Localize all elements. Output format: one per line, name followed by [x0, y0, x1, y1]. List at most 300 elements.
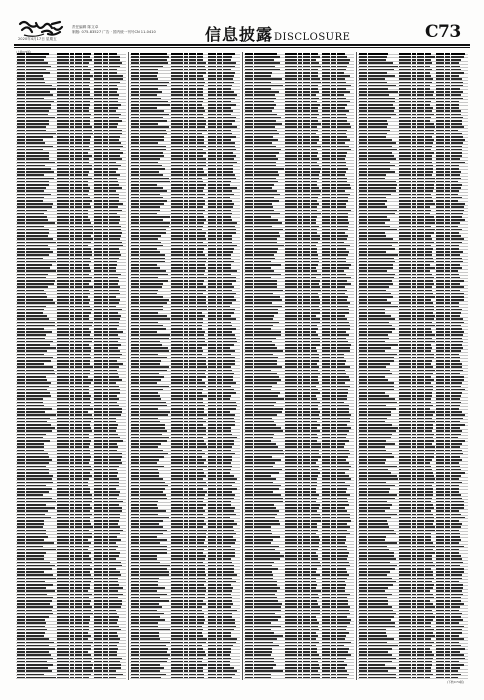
table-cell-text	[322, 184, 330, 186]
table-cell-text	[171, 261, 183, 263]
table-cell-text	[26, 216, 47, 218]
table-cell-text	[331, 350, 336, 352]
table-cell-text	[94, 146, 102, 148]
table-cell-text	[184, 478, 188, 480]
table-cell-text	[217, 306, 222, 308]
table-cell-text	[184, 136, 188, 138]
table-cell-text	[103, 398, 108, 400]
table-cell-text	[131, 658, 139, 660]
table-cell-text	[131, 549, 139, 551]
table-cell-text	[254, 360, 277, 362]
table-cell-text	[217, 565, 222, 567]
table-cell-text	[189, 354, 196, 356]
table-cell-text	[171, 491, 183, 493]
table-cell-text	[189, 389, 196, 391]
table-cell-text	[285, 290, 297, 292]
table-cell-text	[331, 72, 336, 74]
table-cell-text	[17, 552, 25, 554]
table-cell-text	[26, 523, 44, 525]
table-cell-text	[131, 267, 139, 269]
table-cell-text	[17, 197, 25, 199]
table-cell-text	[75, 283, 82, 285]
table-cell-text	[322, 69, 330, 71]
table-cell-text	[171, 526, 183, 528]
table-cell-text	[94, 571, 102, 573]
table-cell-text	[94, 78, 102, 80]
table-cell-text	[109, 184, 119, 186]
table-cell-text	[70, 171, 74, 173]
table-cell-text	[70, 168, 74, 170]
table-cell-text	[322, 328, 330, 330]
table-cell-text	[337, 120, 347, 122]
table-cell-text	[109, 434, 118, 436]
table-cell-text	[217, 162, 222, 164]
table-cell-text	[184, 424, 188, 426]
table-cell-text	[331, 158, 336, 160]
table-cell-text	[17, 677, 25, 679]
table-cell-text	[189, 312, 196, 314]
table-cell-text	[75, 98, 82, 100]
table-cell-text	[189, 408, 196, 410]
table-cell-text	[75, 597, 82, 599]
table-cell-text	[94, 206, 102, 208]
table-cell-text	[217, 59, 222, 61]
table-cell-text	[331, 197, 336, 199]
table-cell-text	[197, 523, 206, 525]
table-cell-text	[109, 421, 116, 423]
table-cell-text	[285, 344, 297, 346]
table-cell-text	[83, 158, 89, 160]
table-cell-text	[254, 94, 275, 96]
table-cell-text	[140, 648, 168, 650]
table-cell-text	[83, 315, 89, 317]
table-cell-text	[140, 114, 169, 116]
table-cell-text	[70, 418, 74, 420]
table-cell-text	[131, 210, 139, 212]
table-cell-text	[140, 616, 160, 618]
table-cell-text	[245, 72, 253, 74]
table-cell-text	[70, 187, 74, 189]
table-cell-text	[109, 562, 121, 564]
table-cell-text	[184, 222, 188, 224]
table-cell-text	[75, 117, 82, 119]
table-cell-text	[131, 235, 139, 237]
table-cell-text	[131, 347, 139, 349]
table-cell-text	[57, 424, 69, 426]
table-cell-text	[26, 306, 46, 308]
table-cell-text	[57, 210, 69, 212]
table-cell-text	[217, 309, 222, 311]
table-cell-text	[75, 82, 82, 84]
table-cell-text	[245, 184, 253, 186]
table-cell-text	[171, 142, 183, 144]
table-cell-text	[109, 254, 121, 256]
table-cell-text	[189, 453, 196, 455]
table-cell-text	[57, 389, 69, 391]
table-cell-text	[26, 558, 44, 560]
table-cell-text	[103, 376, 108, 378]
table-cell-text	[103, 443, 108, 445]
table-cell-text	[17, 117, 25, 119]
table-cell-text	[285, 101, 297, 103]
table-cell-text	[171, 590, 183, 592]
table-cell-text	[57, 379, 69, 381]
table-cell-text	[83, 171, 89, 173]
table-cell-text	[103, 581, 108, 583]
table-cell-text	[140, 654, 170, 656]
table-cell-text	[83, 366, 93, 368]
table-cell-text	[26, 549, 56, 551]
table-cell-text	[311, 251, 317, 253]
table-cell-text	[331, 203, 336, 205]
table-cell-text	[57, 242, 69, 244]
table-cell-text	[17, 286, 25, 288]
table-cell-text	[26, 587, 46, 589]
table-cell-text	[197, 469, 203, 471]
table-cell-text	[17, 72, 25, 74]
table-cell-text	[311, 322, 320, 324]
table-cell-text	[303, 91, 310, 93]
table-cell-text	[70, 232, 74, 234]
table-cell-text	[184, 229, 188, 231]
table-cell-text	[103, 264, 108, 266]
table-cell-text	[94, 536, 102, 538]
table-cell-text	[217, 584, 222, 586]
table-cell-text	[303, 373, 310, 375]
table-cell-text	[223, 363, 235, 365]
table-cell-text	[94, 530, 102, 532]
table-cell-text	[217, 472, 222, 474]
table-cell-text	[223, 533, 236, 535]
table-cell-text	[83, 78, 90, 80]
table-cell-text	[109, 648, 118, 650]
table-cell-text	[75, 267, 82, 269]
table-cell-text	[70, 56, 74, 58]
table-cell-text	[184, 341, 188, 343]
table-cell-text	[223, 82, 234, 84]
table-cell-text	[109, 555, 119, 557]
table-cell-text	[109, 91, 117, 93]
table-cell-text	[331, 331, 336, 333]
table-cell-text	[17, 610, 25, 612]
table-cell-text	[298, 370, 302, 372]
table-cell-text	[245, 379, 253, 381]
table-cell-text	[189, 309, 196, 311]
table-cell-text	[245, 302, 253, 304]
table-cell-text	[217, 578, 222, 580]
table-cell-text	[208, 402, 216, 404]
table-cell-text	[303, 139, 310, 141]
table-cell-text	[109, 82, 120, 84]
table-cell-text	[109, 414, 121, 416]
table-cell-text	[337, 206, 346, 208]
table-cell-text	[140, 539, 167, 541]
table-cell-text	[254, 155, 276, 157]
table-cell-text	[171, 110, 183, 112]
table-cell-text	[331, 354, 336, 356]
table-cell-text	[94, 590, 102, 592]
table-cell-text	[245, 94, 253, 96]
table-cell-text	[245, 190, 253, 192]
table-cell-text	[223, 142, 235, 144]
table-cell-text	[254, 312, 278, 314]
table-cell-text	[223, 194, 234, 196]
table-cell-text	[75, 507, 82, 509]
table-cell-text	[184, 197, 188, 199]
table-cell-text	[94, 117, 102, 119]
table-cell-text	[109, 405, 119, 407]
table-cell-text	[140, 584, 158, 586]
table-cell-text	[94, 613, 102, 615]
table-cell-text	[75, 171, 82, 173]
table-cell-text	[75, 251, 82, 253]
table-cell-text	[131, 648, 139, 650]
table-cell-text	[17, 85, 25, 87]
table-cell-text	[223, 626, 236, 628]
table-cell-text	[217, 261, 222, 263]
table-cell-text	[83, 344, 89, 346]
table-cell-text	[331, 312, 336, 314]
table-cell-text	[70, 626, 74, 628]
table-cell-text	[94, 555, 102, 557]
table-cell-text	[208, 366, 216, 368]
table-cell-text	[285, 104, 297, 106]
table-cell-text	[208, 594, 216, 596]
table-cell-text	[94, 85, 102, 87]
table-cell-text	[26, 635, 44, 637]
table-cell-text	[254, 120, 276, 122]
table-cell-text	[57, 123, 69, 125]
table-cell-text	[57, 75, 69, 77]
table-cell-text	[26, 178, 54, 180]
table-cell-text	[208, 187, 216, 189]
table-cell-text	[184, 389, 188, 391]
table-cell-text	[223, 610, 237, 612]
table-cell-text	[70, 427, 74, 429]
table-cell-text	[197, 152, 206, 154]
table-cell-text	[57, 517, 69, 519]
table-cell-text	[140, 462, 157, 464]
table-cell-text	[208, 190, 216, 192]
table-cell-text	[171, 210, 183, 212]
table-cell-text	[131, 523, 139, 525]
table-cell-text	[26, 539, 44, 541]
table-cell-text	[57, 216, 69, 218]
table-cell-text	[57, 488, 69, 490]
table-cell-text	[57, 568, 69, 570]
table-cell-text	[217, 520, 222, 522]
table-cell-text	[131, 674, 139, 676]
table-cell-text	[197, 254, 205, 256]
table-cell-text	[109, 610, 116, 612]
table-cell-text	[75, 453, 82, 455]
table-cell-text	[311, 299, 320, 301]
table-cell-text	[83, 270, 91, 272]
table-cell-text	[189, 203, 196, 205]
table-cell-text	[75, 226, 82, 228]
table-cell-text	[285, 210, 297, 212]
table-cell-text	[140, 53, 167, 55]
table-cell-text	[17, 59, 25, 61]
table-cell-text	[109, 565, 122, 567]
table-cell-text	[189, 350, 196, 352]
table-cell-text	[26, 638, 49, 640]
table-cell-text	[171, 254, 183, 256]
table-cell-text	[83, 216, 88, 218]
table-cell-text	[208, 446, 216, 448]
table-cell-text	[17, 472, 25, 474]
table-cell-text	[103, 568, 108, 570]
table-cell-text	[57, 318, 69, 320]
table-cell-text	[57, 546, 69, 548]
table-cell-text	[75, 69, 82, 71]
table-cell-text	[94, 658, 102, 660]
table-cell-text	[17, 94, 25, 96]
table-cell-text	[17, 539, 25, 541]
table-cell-text	[83, 382, 91, 384]
table-cell-text	[26, 482, 53, 484]
table-cell-text	[184, 226, 188, 228]
table-cell-text	[217, 440, 222, 442]
table-cell-text	[197, 558, 205, 560]
table-cell-text	[83, 94, 90, 96]
table-cell-text	[254, 264, 281, 266]
table-cell-text	[140, 555, 157, 557]
table-cell-text	[311, 216, 317, 218]
table-cell-text	[109, 514, 120, 516]
table-cell-text	[189, 328, 196, 330]
table-cell-text	[140, 590, 157, 592]
table-cell-text	[322, 178, 330, 180]
table-cell-text	[298, 149, 302, 151]
table-cell-text	[140, 72, 158, 74]
table-cell-text	[223, 318, 236, 320]
table-cell-text	[140, 155, 164, 157]
table-cell-text	[245, 299, 253, 301]
table-cell-text	[171, 482, 183, 484]
table-cell-text	[184, 590, 188, 592]
table-cell-text	[298, 366, 302, 368]
table-cell-text	[303, 315, 310, 317]
table-cell-text	[208, 309, 216, 311]
table-cell-text	[311, 389, 318, 391]
table-cell-text	[298, 219, 302, 221]
table-cell-text	[70, 389, 74, 391]
table-cell-text	[131, 350, 139, 352]
table-cell-text	[109, 629, 121, 631]
table-cell-text	[189, 587, 196, 589]
table-cell-text	[26, 120, 49, 122]
table-cell-text	[184, 110, 188, 112]
table-cell-text	[57, 376, 69, 378]
table-cell-text	[331, 213, 336, 215]
table-cell-text	[94, 514, 102, 516]
table-cell-text	[337, 242, 344, 244]
table-cell-text	[109, 402, 117, 404]
table-cell-text	[140, 158, 160, 160]
table-cell-text	[245, 88, 253, 90]
table-cell-text	[223, 491, 232, 493]
table-cell-text	[94, 616, 102, 618]
table-cell-text	[26, 344, 50, 346]
table-cell-text	[83, 299, 90, 301]
table-cell-text	[131, 610, 139, 612]
table-cell-text	[184, 661, 188, 663]
table-cell-text	[322, 139, 330, 141]
table-cell-text	[109, 392, 120, 394]
table-cell-text	[103, 446, 108, 448]
table-cell-text	[140, 354, 158, 356]
table-cell-text	[83, 379, 93, 381]
table-cell-text	[131, 238, 139, 240]
table-cell-text	[75, 622, 82, 624]
table-cell-text	[75, 440, 82, 442]
table-cell-text	[223, 197, 230, 199]
table-cell-text	[184, 594, 188, 596]
table-cell-text	[140, 488, 165, 490]
table-cell-text	[303, 238, 310, 240]
table-cell-text	[140, 651, 167, 653]
table-cell-text	[17, 370, 25, 372]
table-cell-text	[70, 181, 74, 183]
table-cell-text	[303, 210, 310, 212]
table-cell-text	[131, 382, 139, 384]
table-cell-text	[245, 267, 253, 269]
table-cell-text	[140, 520, 163, 522]
table-cell-text	[303, 66, 310, 68]
table-cell-text	[103, 578, 108, 580]
table-cell-text	[254, 222, 282, 224]
table-cell-text	[131, 216, 139, 218]
table-cell-text	[140, 318, 170, 320]
table-cell-text	[171, 318, 183, 320]
table-cell-text	[311, 149, 317, 151]
table-cell-text	[184, 75, 188, 77]
table-cell-text	[94, 418, 102, 420]
table-cell-text	[171, 670, 183, 672]
table-cell-text	[131, 395, 139, 397]
table-cell-text	[57, 174, 69, 176]
table-cell-text	[109, 197, 119, 199]
table-cell-text	[171, 542, 183, 544]
table-cell-text	[189, 411, 196, 413]
table-cell-text	[94, 277, 102, 279]
table-cell-text	[83, 248, 91, 250]
table-cell-text	[57, 443, 69, 445]
table-cell-text	[109, 174, 120, 176]
table-cell-text	[109, 258, 119, 260]
table-cell-text	[109, 389, 120, 391]
table-cell-text	[197, 72, 206, 74]
table-cell-text	[140, 222, 170, 224]
table-cell-text	[189, 418, 196, 420]
table-cell-text	[223, 94, 237, 96]
table-cell-text	[217, 130, 222, 132]
table-cell-text	[171, 290, 183, 292]
table-cell-text	[171, 443, 183, 445]
table-cell-text	[217, 398, 222, 400]
table-cell-text	[171, 610, 183, 612]
table-cell-text	[223, 101, 231, 103]
table-cell-text	[57, 590, 69, 592]
table-cell-text	[331, 126, 336, 128]
table-cell-text	[131, 94, 139, 96]
table-cell-text	[140, 389, 163, 391]
table-cell-text	[189, 568, 196, 570]
table-cell-text	[26, 584, 53, 586]
table-cell-text	[26, 536, 48, 538]
table-cell-text	[57, 136, 69, 138]
